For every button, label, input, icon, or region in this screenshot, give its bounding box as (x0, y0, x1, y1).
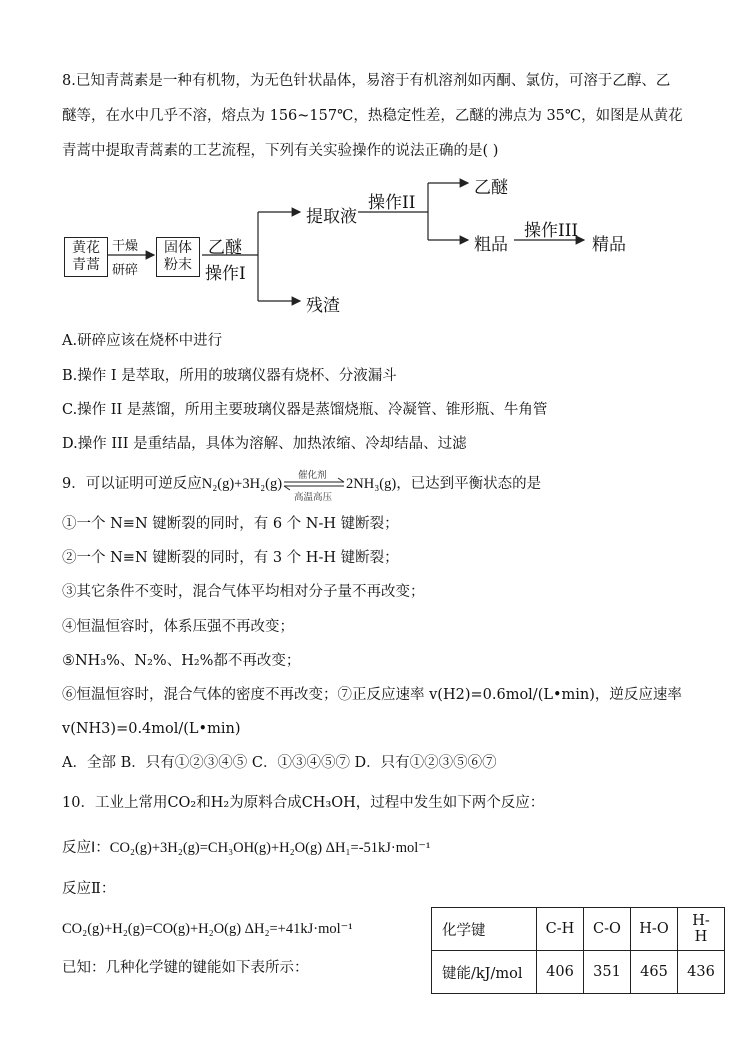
q9-item-3: ③其它条件不变时，混合气体平均相对分子量不再改变； (62, 584, 425, 600)
table-row (432, 908, 725, 951)
label-residue: 残渣 (306, 296, 340, 316)
table-header-ch: C-H (537, 908, 584, 951)
q10-reaction-2: CO₂(g)+H₂(g)=CO(g)+H₂O(g) ΔH₂=+41kJ·mol⁻¹ (62, 921, 353, 937)
q8-option-d: D.操作 III 是重结晶，具体为溶解、加热浓缩、冷却结晶、过滤 (62, 436, 467, 452)
label-fine: 精品 (592, 235, 626, 255)
table-header-co: C-O (584, 908, 631, 951)
label-op3: 操作III (524, 221, 579, 241)
process-flow-diagram (62, 175, 662, 325)
q9-choices: A．全部 B．只有①②③④⑤ C．①③④⑤⑦ D．只有①②③⑤⑥⑦ (62, 755, 497, 771)
q8-line-3: 青蒿中提取青蒿素的工艺流程，下列有关实验操作的说法正确的是( ) (62, 143, 499, 159)
label-ether-product: 乙醚 (474, 178, 508, 198)
q9-suffix: ，已达到平衡状态的是 (396, 476, 542, 492)
q9-prefix: 9．可以证明可逆反应 (62, 476, 202, 492)
q10-reaction-1: 反应Ⅰ：CO₂(g)+3H₂(g)=CH₃OH(g)+H₂O(g) ΔH₁=-51kJ·mol⁻¹ (62, 840, 431, 856)
q10-intro: 10．工业上常用CO₂和H₂为原料合成CH₃OH，过程中发生如下两个反应： (62, 795, 545, 811)
table-row-label: 键能/kJ/mol (432, 951, 537, 994)
q9-stem (62, 470, 542, 503)
box-solid-powder: 固体粉末 (156, 237, 200, 277)
label-grind: 研碎 (112, 263, 139, 278)
q9-reactants: N₂(g)+3H₂(g) (201, 476, 283, 492)
reversible-arrow (282, 470, 346, 503)
label-op1: 操作I (205, 264, 246, 284)
q9-item-5: ⑤NH₃%、N₂%、H₂%都不再改变； (62, 653, 301, 669)
table-header-ho: H-O (631, 908, 678, 951)
q10-reaction-2-label: 反应Ⅱ： (62, 881, 116, 897)
q9-product: 2NH₃(g) (346, 476, 397, 492)
label-dry: 干燥 (112, 239, 139, 254)
table-cell-hh: 436 (678, 951, 725, 994)
q9-item-1: ①一个 N≡N 键断裂的同时，有 6 个 N-H 键断裂； (62, 516, 399, 532)
box-huanghua-qinghao: 黄花青蒿 (64, 237, 108, 277)
q10-known: 已知：几种化学键的键能如下表所示： (62, 960, 309, 976)
flow-lines (62, 175, 662, 325)
q8-line-2: 醚等，在水中几乎不溶，熔点为 156~157℃，热稳定性差，乙醚的沸点为 35℃，如图是从黄花 (62, 108, 683, 124)
table-header-bond: 化学键 (432, 908, 537, 951)
q9-item-4: ④恒温恒容时，体系压强不再改变； (62, 619, 294, 635)
label-op2: 操作II (368, 193, 416, 213)
label-ether-solvent: 乙醚 (208, 238, 242, 258)
table-cell-ch: 406 (537, 951, 584, 994)
catalyst-label: 催化剂 (298, 470, 327, 481)
bond-energy-table (431, 907, 725, 994)
q9-item-6-7: ⑥恒温恒容时，混合气体的密度不再改变；⑦正反应速率 v(H2)=0.6mol/(L•min)，逆反应速率 (62, 687, 682, 703)
table-cell-ho: 465 (631, 951, 678, 994)
q9-item-7-cont: v(NH3)=0.4mol/(L•min) (62, 721, 241, 737)
table-row (432, 951, 725, 994)
label-extract: 提取液 (306, 207, 357, 227)
q8-option-c: C.操作 II 是蒸馏，所用主要玻璃仪器是蒸馏烧瓶、冷凝管、锥形瓶、牛角管 (62, 402, 548, 418)
table-cell-co: 351 (584, 951, 631, 994)
q8-option-b: B.操作 I 是萃取，所用的玻璃仪器有烧杯、分液漏斗 (62, 368, 397, 384)
label-crude: 粗品 (474, 235, 508, 255)
conditions-label: 高温高压 (294, 492, 333, 503)
q8-line-1: 8.已知青蒿素是一种有机物，为无色针状晶体，易溶于有机溶剂如丙酮、氯仿，可溶于乙醇、乙 (62, 73, 671, 89)
table-header-hh: H-H (678, 908, 725, 951)
q9-item-2: ②一个 N≡N 键断裂的同时，有 3 个 H-H 键断裂； (62, 550, 399, 566)
q8-option-a: A.研碎应该在烧杯中进行 (62, 333, 223, 349)
